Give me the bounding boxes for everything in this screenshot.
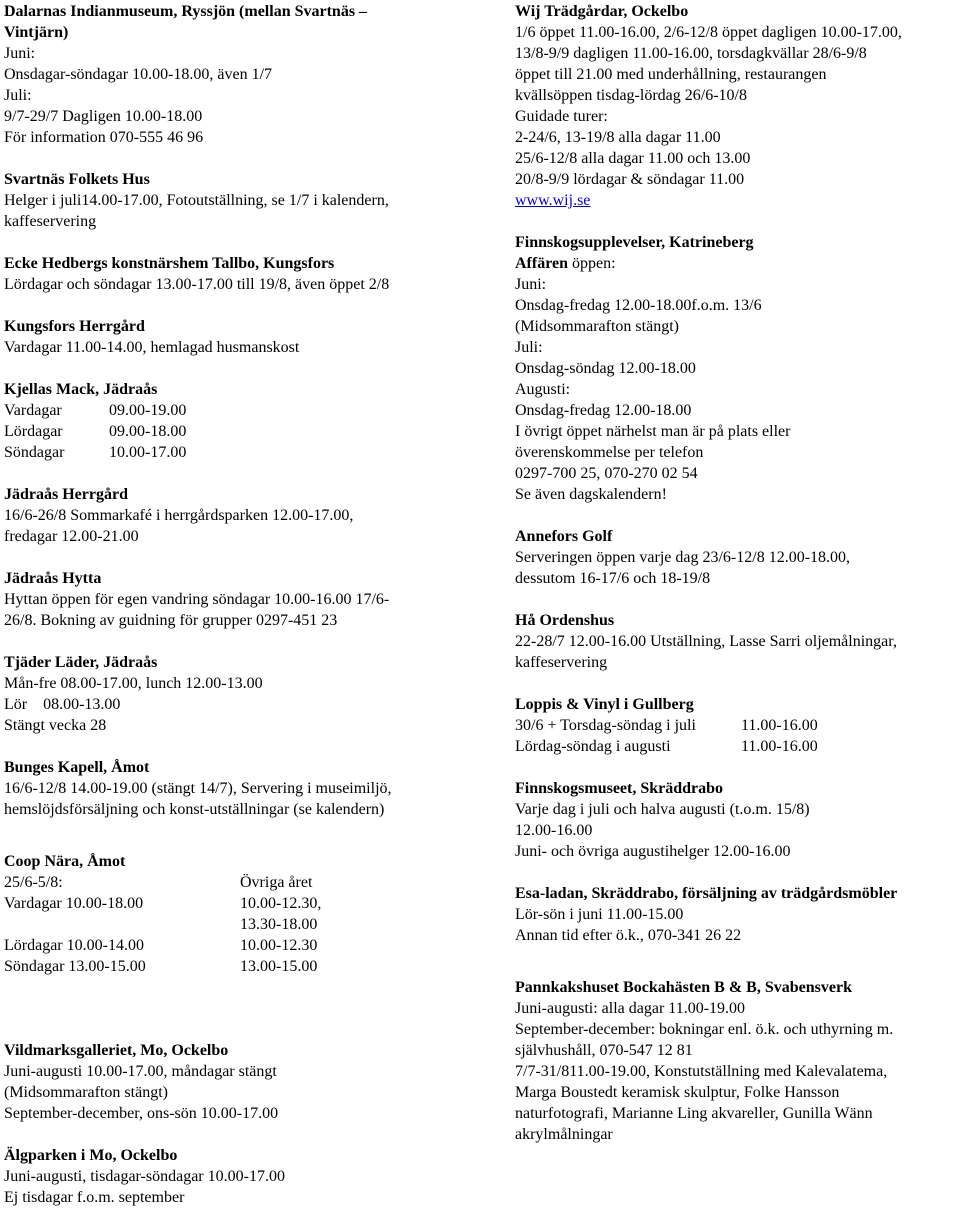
affaren-label: Affären: [515, 255, 569, 272]
entry-line: självhushåll, 070-547 12 81: [515, 1042, 693, 1059]
entry-line: Lör-sön i juni 11.00-15.00: [515, 906, 684, 923]
entry-finnskogsupplevelser: [515, 232, 957, 505]
entry-line: Helger i juli14.00-17.00, Fotoutställning, se 1/7 i kalendern,: [4, 192, 389, 209]
entry-line: Juni-augusti, tisdagar-söndagar 10.00-17.00: [4, 1168, 285, 1185]
entry-line: Onsdag-fredag 12.00-18.00f.o.m. 13/6: [515, 297, 762, 314]
entry-line: Juni-augusti 10.00-17.00, måndagar stängt: [4, 1063, 277, 1080]
entry-bunges-kapell: [4, 757, 466, 820]
entry-line: överenskommelse per telefon: [515, 444, 704, 461]
entry-title: Pannkakshuset Bockahästen B & B, Svabensverk: [515, 979, 852, 996]
entry-line: Juni:: [515, 276, 547, 293]
hours-period: 30/6 + Torsdag-söndag i juli: [515, 717, 696, 734]
hours-rest-of-year: 10.00-12.30: [240, 937, 318, 954]
hours-time: 09.00-18.00: [109, 423, 187, 440]
entry-line: Juni- och övriga augustihelger 12.00-16.00: [515, 843, 791, 860]
entry-line: 26/8. Bokning av guidning för grupper 0297-451 23: [4, 612, 338, 629]
spacer: [4, 547, 466, 568]
spacer: [515, 589, 957, 610]
hours-summer: 25/6-5/8:: [4, 874, 63, 891]
entry-line: Augusti:: [515, 381, 571, 398]
entry-title: Esa-ladan, Skräddrabo, försäljning av trädgårdsmöbler: [515, 885, 898, 902]
hours-row: [4, 914, 466, 935]
entry-line: 16/6-26/8 Sommarkafé i herrgårdsparken 12.00-17.00,: [4, 507, 354, 524]
spacer: [4, 631, 466, 652]
hours-summer: Söndagar 13.00-15.00: [4, 958, 146, 975]
entry-line: 22-28/7 12.00-16.00 Utställning, Lasse Sarri oljemålningar,: [515, 633, 897, 650]
entry-line: För information 070-555 46 96: [4, 129, 204, 146]
entry-line: öppet till 21.00 med underhållning, restaurangen: [515, 66, 827, 83]
entry-line: 0297-700 25, 070-270 02 54: [515, 465, 698, 482]
entry-line: Varje dag i juli och halva augusti (t.o.m. 15/8): [515, 801, 810, 818]
hours-period: Lördag-söndag i augusti: [515, 738, 671, 755]
entry-jadraas-herrgard: [4, 484, 466, 547]
entry-line: Vardagar 11.00-14.00, hemlagad husmanskost: [4, 339, 300, 356]
left-column: [4, 1, 466, 1208]
entry-coop-nara: [4, 851, 466, 977]
hours-time: 10.00-17.00: [109, 444, 187, 461]
entry-title: Svartnäs Folkets Hus: [4, 171, 150, 188]
entry-line: Lördagar och söndagar 13.00-17.00 till 19/8, även öppet 2/8: [4, 276, 390, 293]
entry-loppis-vinyl: [515, 694, 957, 757]
entry-title: Loppis & Vinyl i Gullberg: [515, 696, 694, 713]
entry-title: Annefors Golf: [515, 528, 613, 545]
spacer: [4, 463, 466, 484]
spacer: [4, 295, 466, 316]
entry-line: 2-24/6, 13-19/8 alla dagar 11.00: [515, 129, 721, 146]
hours-row: [4, 442, 466, 463]
spacer: [515, 946, 957, 977]
entry-line: Juni-augusti: alla dagar 11.00-19.00: [515, 1000, 746, 1017]
affaren-text: öppen:: [568, 255, 616, 272]
hours-summer: Lördagar 10.00-14.00: [4, 937, 144, 954]
spacer: [4, 977, 466, 1040]
spacer: [515, 211, 957, 232]
entry-line: September-december: bokningar enl. ö.k. och uthyrning m.: [515, 1021, 894, 1038]
entry-line: (Midsommarafton stängt): [515, 318, 679, 335]
entry-line: Juli:: [515, 339, 543, 356]
spacer: [4, 148, 466, 169]
entry-kjellas-mack: [4, 379, 466, 463]
entry-title: Vildmarksgalleriet, Mo, Ockelbo: [4, 1042, 229, 1059]
entry-line: 1/6 öppet 11.00-16.00, 2/6-12/8 öppet dagligen 10.00-17.00,: [515, 24, 902, 41]
affaren-line: [515, 253, 957, 274]
entry-line: Juni:: [4, 45, 36, 62]
spacer: [515, 862, 957, 883]
entry-line: naturfotografi, Marianne Ling akvareller, Gunilla Wänn: [515, 1105, 873, 1122]
entry-line: 16/6-12/8 14.00-19.00 (stängt 14/7), Servering i museimiljö,: [4, 780, 392, 797]
spacer: [4, 736, 466, 757]
hours-rest-of-year: 10.00-12.30,: [240, 895, 322, 912]
entry-kungsfors-herrgard: [4, 316, 466, 358]
entry-title: Bunges Kapell, Åmot: [4, 759, 150, 776]
hours-rest-of-year: 13.00-15.00: [240, 958, 318, 975]
hours-row: [515, 715, 957, 736]
entry-svartnas-folkets-hus: [4, 169, 466, 232]
hours-summer: Vardagar 10.00-18.00: [4, 895, 144, 912]
hours-time: 09.00-19.00: [109, 402, 187, 419]
entry-ecke-hedbergs: [4, 253, 466, 295]
website-link[interactable]: www.wij.se: [515, 192, 591, 209]
entry-line: Mån-fre 08.00-17.00, lunch 12.00-13.00: [4, 675, 263, 692]
spacer: [515, 757, 957, 778]
link-line: [515, 190, 957, 211]
entry-title: Jädraås Herrgård: [4, 486, 128, 503]
hours-row: [4, 400, 466, 421]
entry-finnskogsmuseet: [515, 778, 957, 862]
entry-line: fredagar 12.00-21.00: [4, 528, 139, 545]
spacer: [4, 232, 466, 253]
entry-line: kaffeservering: [515, 654, 608, 671]
entry-line: kaffeservering: [4, 213, 97, 230]
entry-line: September-december, ons-sön 10.00-17.00: [4, 1105, 279, 1122]
spacer: [515, 673, 957, 694]
hours-time: 11.00-16.00: [741, 738, 818, 755]
entry-line: Stängt vecka 28: [4, 717, 107, 734]
hours-row: [4, 956, 466, 977]
entry-line: akrylmålningar: [515, 1126, 613, 1143]
entry-line: Ej tisdagar f.o.m. september: [4, 1189, 185, 1206]
entry-title: Finnskogsmuseet, Skräddrabo: [515, 780, 724, 797]
entry-line: Serveringen öppen varje dag 23/6-12/8 12.00-18.00,: [515, 549, 851, 566]
entry-line: Guidade turer:: [515, 108, 608, 125]
right-column: [515, 1, 957, 1145]
hours-row: [515, 736, 957, 757]
entry-line: Lör 08.00-13.00: [4, 696, 121, 713]
entry-line: hemslöjdsförsäljning och konst-utställningar (se kalendern): [4, 801, 385, 818]
hours-day: Söndagar: [4, 444, 65, 461]
spacer: [4, 358, 466, 379]
spacer: [4, 820, 466, 851]
entry-line: 20/8-9/9 lördagar & söndagar 11.00: [515, 171, 745, 188]
entry-line: Onsdag-fredag 12.00-18.00: [515, 402, 692, 419]
entry-line: Onsdagar-söndagar 10.00-18.00, även 1/7: [4, 66, 273, 83]
entry-line: kvällsöppen tisdag-lördag 26/6-10/8: [515, 87, 747, 104]
entry-line: Onsdag-söndag 12.00-18.00: [515, 360, 696, 377]
entry-title: Kungsfors Herrgård: [4, 318, 145, 335]
entry-title: Ecke Hedbergs konstnärshem Tallbo, Kungsfors: [4, 255, 335, 272]
hours-row: [4, 421, 466, 442]
entry-esa-ladan: [515, 883, 957, 946]
entry-line: 9/7-29/7 Dagligen 10.00-18.00: [4, 108, 203, 125]
entry-line: (Midsommarafton stängt): [4, 1084, 168, 1101]
hours-day: Vardagar: [4, 402, 62, 419]
entry-line: 25/6-12/8 alla dagar 11.00 och 13.00: [515, 150, 751, 167]
entry-line: Juli:: [4, 87, 32, 104]
entry-annefors-golf: [515, 526, 957, 589]
entry-title: Jädraås Hytta: [4, 570, 102, 587]
entry-line: Annan tid efter ö.k., 070-341 26 22: [515, 927, 742, 944]
entry-tjader-lader: [4, 652, 466, 736]
hours-rest-of-year: 13.30-18.00: [240, 916, 318, 933]
hours-day: Lördagar: [4, 423, 63, 440]
entry-vildmarksgalleriet: [4, 1040, 466, 1124]
hours-row: [4, 893, 466, 914]
entry-title: Dalarnas Indianmuseum, Ryssjön (mellan Svartnäs –: [4, 3, 368, 20]
hours-row: [4, 872, 466, 893]
entry-dalarnas-indianmuseum: [4, 1, 466, 148]
hours-time: 11.00-16.00: [741, 717, 818, 734]
entry-title: Coop Nära, Åmot: [4, 853, 126, 870]
spacer: [515, 505, 957, 526]
entry-title: Wij Trädgårdar, Ockelbo: [515, 3, 689, 20]
entry-line: Se även dagskalendern!: [515, 486, 667, 503]
entry-line: 12.00-16.00: [515, 822, 593, 839]
spacer: [4, 1124, 466, 1145]
entry-line: 7/7-31/811.00-19.00, Konstutställning med Kalevalatema,: [515, 1063, 888, 1080]
entry-line: I övrigt öppet närhelst man är på plats eller: [515, 423, 791, 440]
entry-line: Hyttan öppen för egen vandring söndagar 10.00-16.00 17/6-: [4, 591, 390, 608]
entry-line: 13/8-9/9 dagligen 11.00-16.00, torsdagkvällar 28/6-9/8: [515, 45, 867, 62]
entry-line: Marga Boustedt keramisk skulptur, Folke Hansson: [515, 1084, 840, 1101]
hours-rest-of-year: Övriga året: [240, 874, 313, 891]
entry-title: Hå Ordenshus: [515, 612, 615, 629]
entry-jadraas-hytta: [4, 568, 466, 631]
entry-title: Tjäder Läder, Jädraås: [4, 654, 158, 671]
entry-line: dessutom 16-17/6 och 18-19/8: [515, 570, 711, 587]
entry-title: Finnskogsupplevelser, Katrineberg: [515, 234, 754, 251]
entry-title: Kjellas Mack, Jädraås: [4, 381, 158, 398]
entry-title: Vintjärn): [4, 24, 69, 41]
hours-row: [4, 935, 466, 956]
entry-wij-tradgardar: [515, 1, 957, 211]
entry-pannkakshuset: [515, 977, 957, 1145]
entry-title: Älgparken i Mo, Ockelbo: [4, 1147, 178, 1164]
entry-ha-ordenshus: [515, 610, 957, 673]
